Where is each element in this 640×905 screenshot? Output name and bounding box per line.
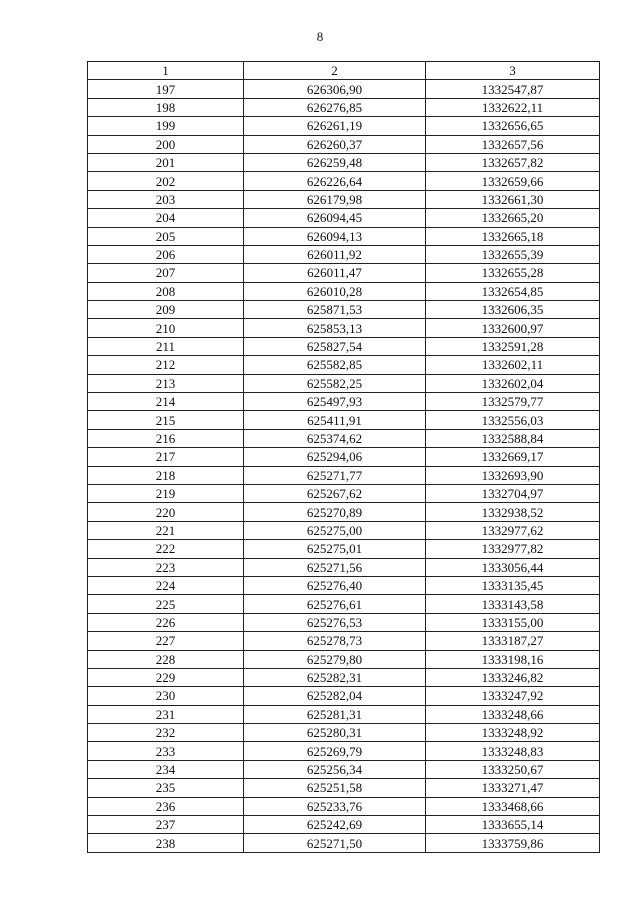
y-coordinate-cell: 1333187,27 xyxy=(426,632,600,650)
point-number-cell: 204 xyxy=(88,209,244,227)
table-row xyxy=(88,319,600,337)
table-row xyxy=(88,172,600,190)
point-number-cell: 235 xyxy=(88,779,244,797)
table-row xyxy=(88,264,600,282)
x-coordinate-cell: 626010,28 xyxy=(244,282,426,300)
point-number-cell: 205 xyxy=(88,227,244,245)
y-coordinate-cell: 1332655,39 xyxy=(426,245,600,263)
y-coordinate-cell: 1333143,58 xyxy=(426,595,600,613)
table-row xyxy=(88,356,600,374)
x-coordinate-cell: 625411,91 xyxy=(244,411,426,429)
table-row xyxy=(88,816,600,834)
column-header: 1 xyxy=(88,62,244,80)
point-number-cell: 233 xyxy=(88,742,244,760)
point-number-cell: 197 xyxy=(88,80,244,98)
x-coordinate-cell: 626261,19 xyxy=(244,117,426,135)
x-coordinate-cell: 625271,77 xyxy=(244,466,426,484)
point-number-cell: 232 xyxy=(88,724,244,742)
x-coordinate-cell: 625269,79 xyxy=(244,742,426,760)
x-coordinate-cell: 625582,85 xyxy=(244,356,426,374)
table-row xyxy=(88,760,600,778)
column-header: 3 xyxy=(426,62,600,80)
point-number-cell: 223 xyxy=(88,558,244,576)
y-coordinate-cell: 1332665,20 xyxy=(426,209,600,227)
point-number-cell: 202 xyxy=(88,172,244,190)
table-row xyxy=(88,153,600,171)
x-coordinate-cell: 625276,53 xyxy=(244,613,426,631)
x-coordinate-cell: 625871,53 xyxy=(244,301,426,319)
y-coordinate-cell: 1333250,67 xyxy=(426,760,600,778)
x-coordinate-cell: 625280,31 xyxy=(244,724,426,742)
table-row xyxy=(88,632,600,650)
x-coordinate-cell: 625251,58 xyxy=(244,779,426,797)
y-coordinate-cell: 1332669,17 xyxy=(426,448,600,466)
point-number-cell: 217 xyxy=(88,448,244,466)
point-number-cell: 201 xyxy=(88,153,244,171)
y-coordinate-cell: 1333246,82 xyxy=(426,668,600,686)
point-number-cell: 208 xyxy=(88,282,244,300)
point-number-cell: 207 xyxy=(88,264,244,282)
y-coordinate-cell: 1332661,30 xyxy=(426,190,600,208)
table-row xyxy=(88,687,600,705)
y-coordinate-cell: 1333248,83 xyxy=(426,742,600,760)
table-row xyxy=(88,650,600,668)
y-coordinate-cell: 1333135,45 xyxy=(426,576,600,594)
table-row xyxy=(88,117,600,135)
table-row xyxy=(88,227,600,245)
x-coordinate-cell: 625275,01 xyxy=(244,540,426,558)
point-number-cell: 234 xyxy=(88,760,244,778)
y-coordinate-cell: 1333155,00 xyxy=(426,613,600,631)
x-coordinate-cell: 625242,69 xyxy=(244,816,426,834)
point-number-cell: 199 xyxy=(88,117,244,135)
table-row xyxy=(88,301,600,319)
x-coordinate-cell: 625853,13 xyxy=(244,319,426,337)
point-number-cell: 225 xyxy=(88,595,244,613)
x-coordinate-cell: 626260,37 xyxy=(244,135,426,153)
point-number-cell: 200 xyxy=(88,135,244,153)
x-coordinate-cell: 625276,61 xyxy=(244,595,426,613)
point-number-cell: 210 xyxy=(88,319,244,337)
x-coordinate-cell: 626094,45 xyxy=(244,209,426,227)
table-row xyxy=(88,282,600,300)
point-number-cell: 228 xyxy=(88,650,244,668)
y-coordinate-cell: 1333655,14 xyxy=(426,816,600,834)
y-coordinate-cell: 1332602,04 xyxy=(426,374,600,392)
x-coordinate-cell: 625271,56 xyxy=(244,558,426,576)
x-coordinate-cell: 625497,93 xyxy=(244,393,426,411)
y-coordinate-cell: 1332977,62 xyxy=(426,521,600,539)
table-row xyxy=(88,98,600,116)
table-row xyxy=(88,245,600,263)
table-row xyxy=(88,374,600,392)
point-number-cell: 237 xyxy=(88,816,244,834)
y-coordinate-cell: 1332547,87 xyxy=(426,80,600,98)
table-row xyxy=(88,595,600,613)
point-number-cell: 216 xyxy=(88,429,244,447)
point-number-cell: 198 xyxy=(88,98,244,116)
point-number-cell: 229 xyxy=(88,668,244,686)
point-number-cell: 226 xyxy=(88,613,244,631)
point-number-cell: 236 xyxy=(88,797,244,815)
y-coordinate-cell: 1332579,77 xyxy=(426,393,600,411)
table-row xyxy=(88,742,600,760)
x-coordinate-cell: 626259,48 xyxy=(244,153,426,171)
y-coordinate-cell: 1333248,66 xyxy=(426,705,600,723)
table-row xyxy=(88,135,600,153)
point-number-cell: 209 xyxy=(88,301,244,319)
table-row xyxy=(88,337,600,355)
point-number-cell: 211 xyxy=(88,337,244,355)
point-number-cell: 212 xyxy=(88,356,244,374)
table-row xyxy=(88,484,600,502)
point-number-cell: 206 xyxy=(88,245,244,263)
y-coordinate-cell: 1333271,47 xyxy=(426,779,600,797)
x-coordinate-cell: 626094,13 xyxy=(244,227,426,245)
table-row xyxy=(88,724,600,742)
y-coordinate-cell: 1333198,16 xyxy=(426,650,600,668)
y-coordinate-cell: 1333468,66 xyxy=(426,797,600,815)
x-coordinate-cell: 625827,54 xyxy=(244,337,426,355)
point-number-cell: 215 xyxy=(88,411,244,429)
y-coordinate-cell: 1332659,66 xyxy=(426,172,600,190)
table-row xyxy=(88,503,600,521)
y-coordinate-cell: 1332657,56 xyxy=(426,135,600,153)
x-coordinate-cell: 626226,64 xyxy=(244,172,426,190)
y-coordinate-cell: 1332600,97 xyxy=(426,319,600,337)
x-coordinate-cell: 626011,92 xyxy=(244,245,426,263)
y-coordinate-cell: 1332704,97 xyxy=(426,484,600,502)
x-coordinate-cell: 625374,62 xyxy=(244,429,426,447)
table-row xyxy=(88,558,600,576)
point-number-cell: 214 xyxy=(88,393,244,411)
column-header: 2 xyxy=(244,62,426,80)
y-coordinate-cell: 1332938,52 xyxy=(426,503,600,521)
y-coordinate-cell: 1332654,85 xyxy=(426,282,600,300)
y-coordinate-cell: 1333248,92 xyxy=(426,724,600,742)
table-row xyxy=(88,190,600,208)
y-coordinate-cell: 1332657,82 xyxy=(426,153,600,171)
x-coordinate-cell: 626306,90 xyxy=(244,80,426,98)
x-coordinate-cell: 625271,50 xyxy=(244,834,426,852)
table-row xyxy=(88,540,600,558)
point-number-cell: 218 xyxy=(88,466,244,484)
x-coordinate-cell: 626011,47 xyxy=(244,264,426,282)
point-number-cell: 220 xyxy=(88,503,244,521)
point-number-cell: 227 xyxy=(88,632,244,650)
y-coordinate-cell: 1333247,92 xyxy=(426,687,600,705)
y-coordinate-cell: 1332655,28 xyxy=(426,264,600,282)
x-coordinate-cell: 625281,31 xyxy=(244,705,426,723)
point-number-cell: 222 xyxy=(88,540,244,558)
point-number-cell: 213 xyxy=(88,374,244,392)
table-row xyxy=(88,576,600,594)
table-header-row xyxy=(88,62,600,80)
y-coordinate-cell: 1332977,82 xyxy=(426,540,600,558)
table-row xyxy=(88,393,600,411)
x-coordinate-cell: 626179,98 xyxy=(244,190,426,208)
x-coordinate-cell: 625582,25 xyxy=(244,374,426,392)
y-coordinate-cell: 1332693,90 xyxy=(426,466,600,484)
x-coordinate-cell: 625267,62 xyxy=(244,484,426,502)
table-row xyxy=(88,429,600,447)
y-coordinate-cell: 1332602,11 xyxy=(426,356,600,374)
x-coordinate-cell: 625282,31 xyxy=(244,668,426,686)
point-number-cell: 231 xyxy=(88,705,244,723)
y-coordinate-cell: 1332656,65 xyxy=(426,117,600,135)
coordinates-table xyxy=(87,61,600,853)
point-number-cell: 238 xyxy=(88,834,244,852)
x-coordinate-cell: 625282,04 xyxy=(244,687,426,705)
y-coordinate-cell: 1332665,18 xyxy=(426,227,600,245)
y-coordinate-cell: 1332622,11 xyxy=(426,98,600,116)
x-coordinate-cell: 625275,00 xyxy=(244,521,426,539)
point-number-cell: 230 xyxy=(88,687,244,705)
table-row xyxy=(88,80,600,98)
point-number-cell: 221 xyxy=(88,521,244,539)
table-row xyxy=(88,705,600,723)
point-number-cell: 224 xyxy=(88,576,244,594)
x-coordinate-cell: 625256,34 xyxy=(244,760,426,778)
table-row xyxy=(88,448,600,466)
x-coordinate-cell: 625276,40 xyxy=(244,576,426,594)
y-coordinate-cell: 1332606,35 xyxy=(426,301,600,319)
y-coordinate-cell: 1333056,44 xyxy=(426,558,600,576)
x-coordinate-cell: 625233,76 xyxy=(244,797,426,815)
table-row xyxy=(88,668,600,686)
x-coordinate-cell: 625278,73 xyxy=(244,632,426,650)
x-coordinate-cell: 625270,89 xyxy=(244,503,426,521)
table-row xyxy=(88,521,600,539)
table-row xyxy=(88,411,600,429)
point-number-cell: 219 xyxy=(88,484,244,502)
x-coordinate-cell: 625279,80 xyxy=(244,650,426,668)
point-number-cell: 203 xyxy=(88,190,244,208)
table-row xyxy=(88,466,600,484)
y-coordinate-cell: 1332556,03 xyxy=(426,411,600,429)
table-body xyxy=(88,80,600,852)
page-number: 8 xyxy=(316,29,324,44)
x-coordinate-cell: 626276,85 xyxy=(244,98,426,116)
table-row xyxy=(88,779,600,797)
table-row xyxy=(88,613,600,631)
table-row xyxy=(88,209,600,227)
table-row xyxy=(88,834,600,852)
table-row xyxy=(88,797,600,815)
y-coordinate-cell: 1333759,86 xyxy=(426,834,600,852)
y-coordinate-cell: 1332588,84 xyxy=(426,429,600,447)
x-coordinate-cell: 625294,06 xyxy=(244,448,426,466)
y-coordinate-cell: 1332591,28 xyxy=(426,337,600,355)
